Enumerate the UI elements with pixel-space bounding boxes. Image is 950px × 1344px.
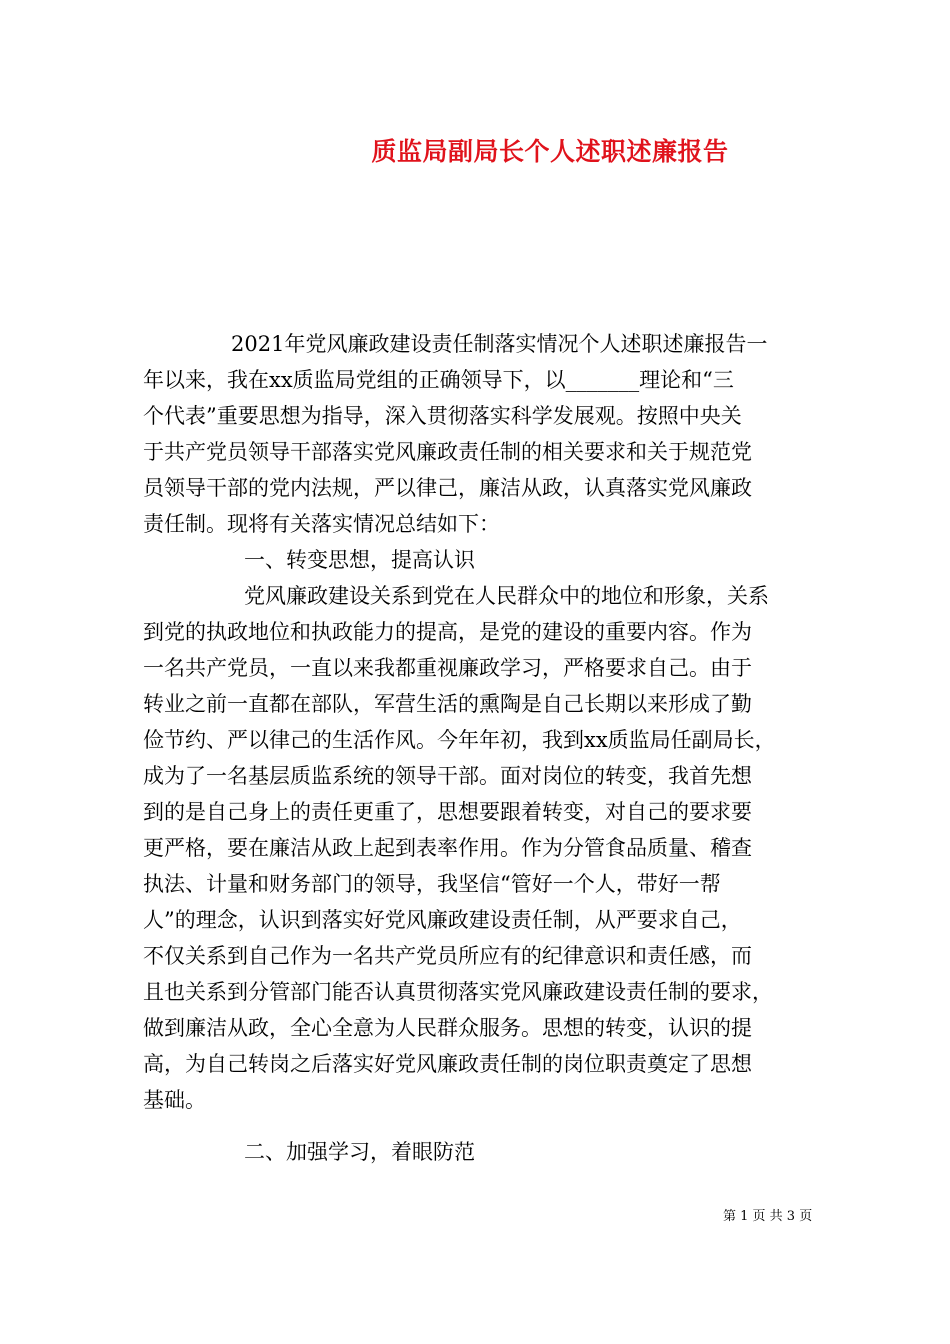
paragraph-line: 2021年党风廉政建设责任制落实情况个人述职述廉报告一 (231, 332, 768, 356)
document-title: 质监局副局长个人述职述廉报告 (371, 137, 729, 166)
paragraph-line: 转业之前一直都在部队，军营生活的熏陶是自己长期以来形成了勤 (143, 692, 752, 716)
paragraph-line: 更严格，要在廉洁从政上起到表率作用。作为分管食品质量、稽查 (143, 836, 752, 860)
paragraph-line: 不仅关系到自己作为一名共产党员所应有的纪律意识和责任感，而 (143, 944, 752, 968)
paragraph-line: 一名共产党员，一直以来我都重视廉政学习，严格要求自己。由于 (143, 656, 752, 680)
paragraph-line: 个代表”重要思想为指导，深入贯彻落实科学发展观。按照中央关 (143, 404, 742, 428)
paragraph-line: 成为了一名基层质监系统的领导干部。面对岗位的转变，我首先想 (143, 764, 752, 788)
paragraph-line: 且也关系到分管部门能否认真贯彻落实党风廉政建设责任制的要求， (143, 980, 773, 1004)
section-heading: 二、加强学习，着眼防范 (244, 1140, 475, 1164)
section-heading: 一、转变思想，提高认识 (244, 548, 475, 572)
paragraph-line: 到党的执政地位和执政能力的提高，是党的建设的重要内容。作为 (143, 620, 752, 644)
paragraph-line: 高，为自己转岗之后落实好党风廉政责任制的岗位职责奠定了思想 (143, 1052, 752, 1076)
paragraph-line: 党风廉政建设关系到党在人民群众中的地位和形象，关系 (244, 584, 769, 608)
paragraph-line: 做到廉洁从政，全心全意为人民群众服务。思想的转变，认识的提 (143, 1016, 752, 1040)
paragraph-line: 执法、计量和财务部门的领导，我坚信“管好一个人，带好一帮 (143, 872, 721, 896)
paragraph-line: 员领导干部的党内法规，严以律己，廉洁从政，认真落实党风廉政 (143, 476, 752, 500)
paragraph-line: 年以来，我在xx质监局党组的正确领导下，以_______理论和“三 (143, 368, 734, 392)
page-number: 第 1 页 共 3 页 (723, 1209, 813, 1224)
paragraph-line: 到的是自己身上的责任更重了，思想要跟着转变，对自己的要求要 (143, 800, 752, 824)
paragraph-line: 责任制。现将有关落实情况总结如下： (143, 512, 500, 536)
paragraph-line: 人”的理念，认识到落实好党风廉政建设责任制，从严要求自己， (143, 908, 742, 932)
paragraph-line: 俭节约、严以律己的生活作风。今年年初，我到xx质监局任副局长， (143, 728, 776, 752)
paragraph-line: 于共产党员领导干部落实党风廉政责任制的相关要求和关于规范党 (143, 440, 752, 464)
paragraph-line: 基础。 (143, 1088, 206, 1112)
